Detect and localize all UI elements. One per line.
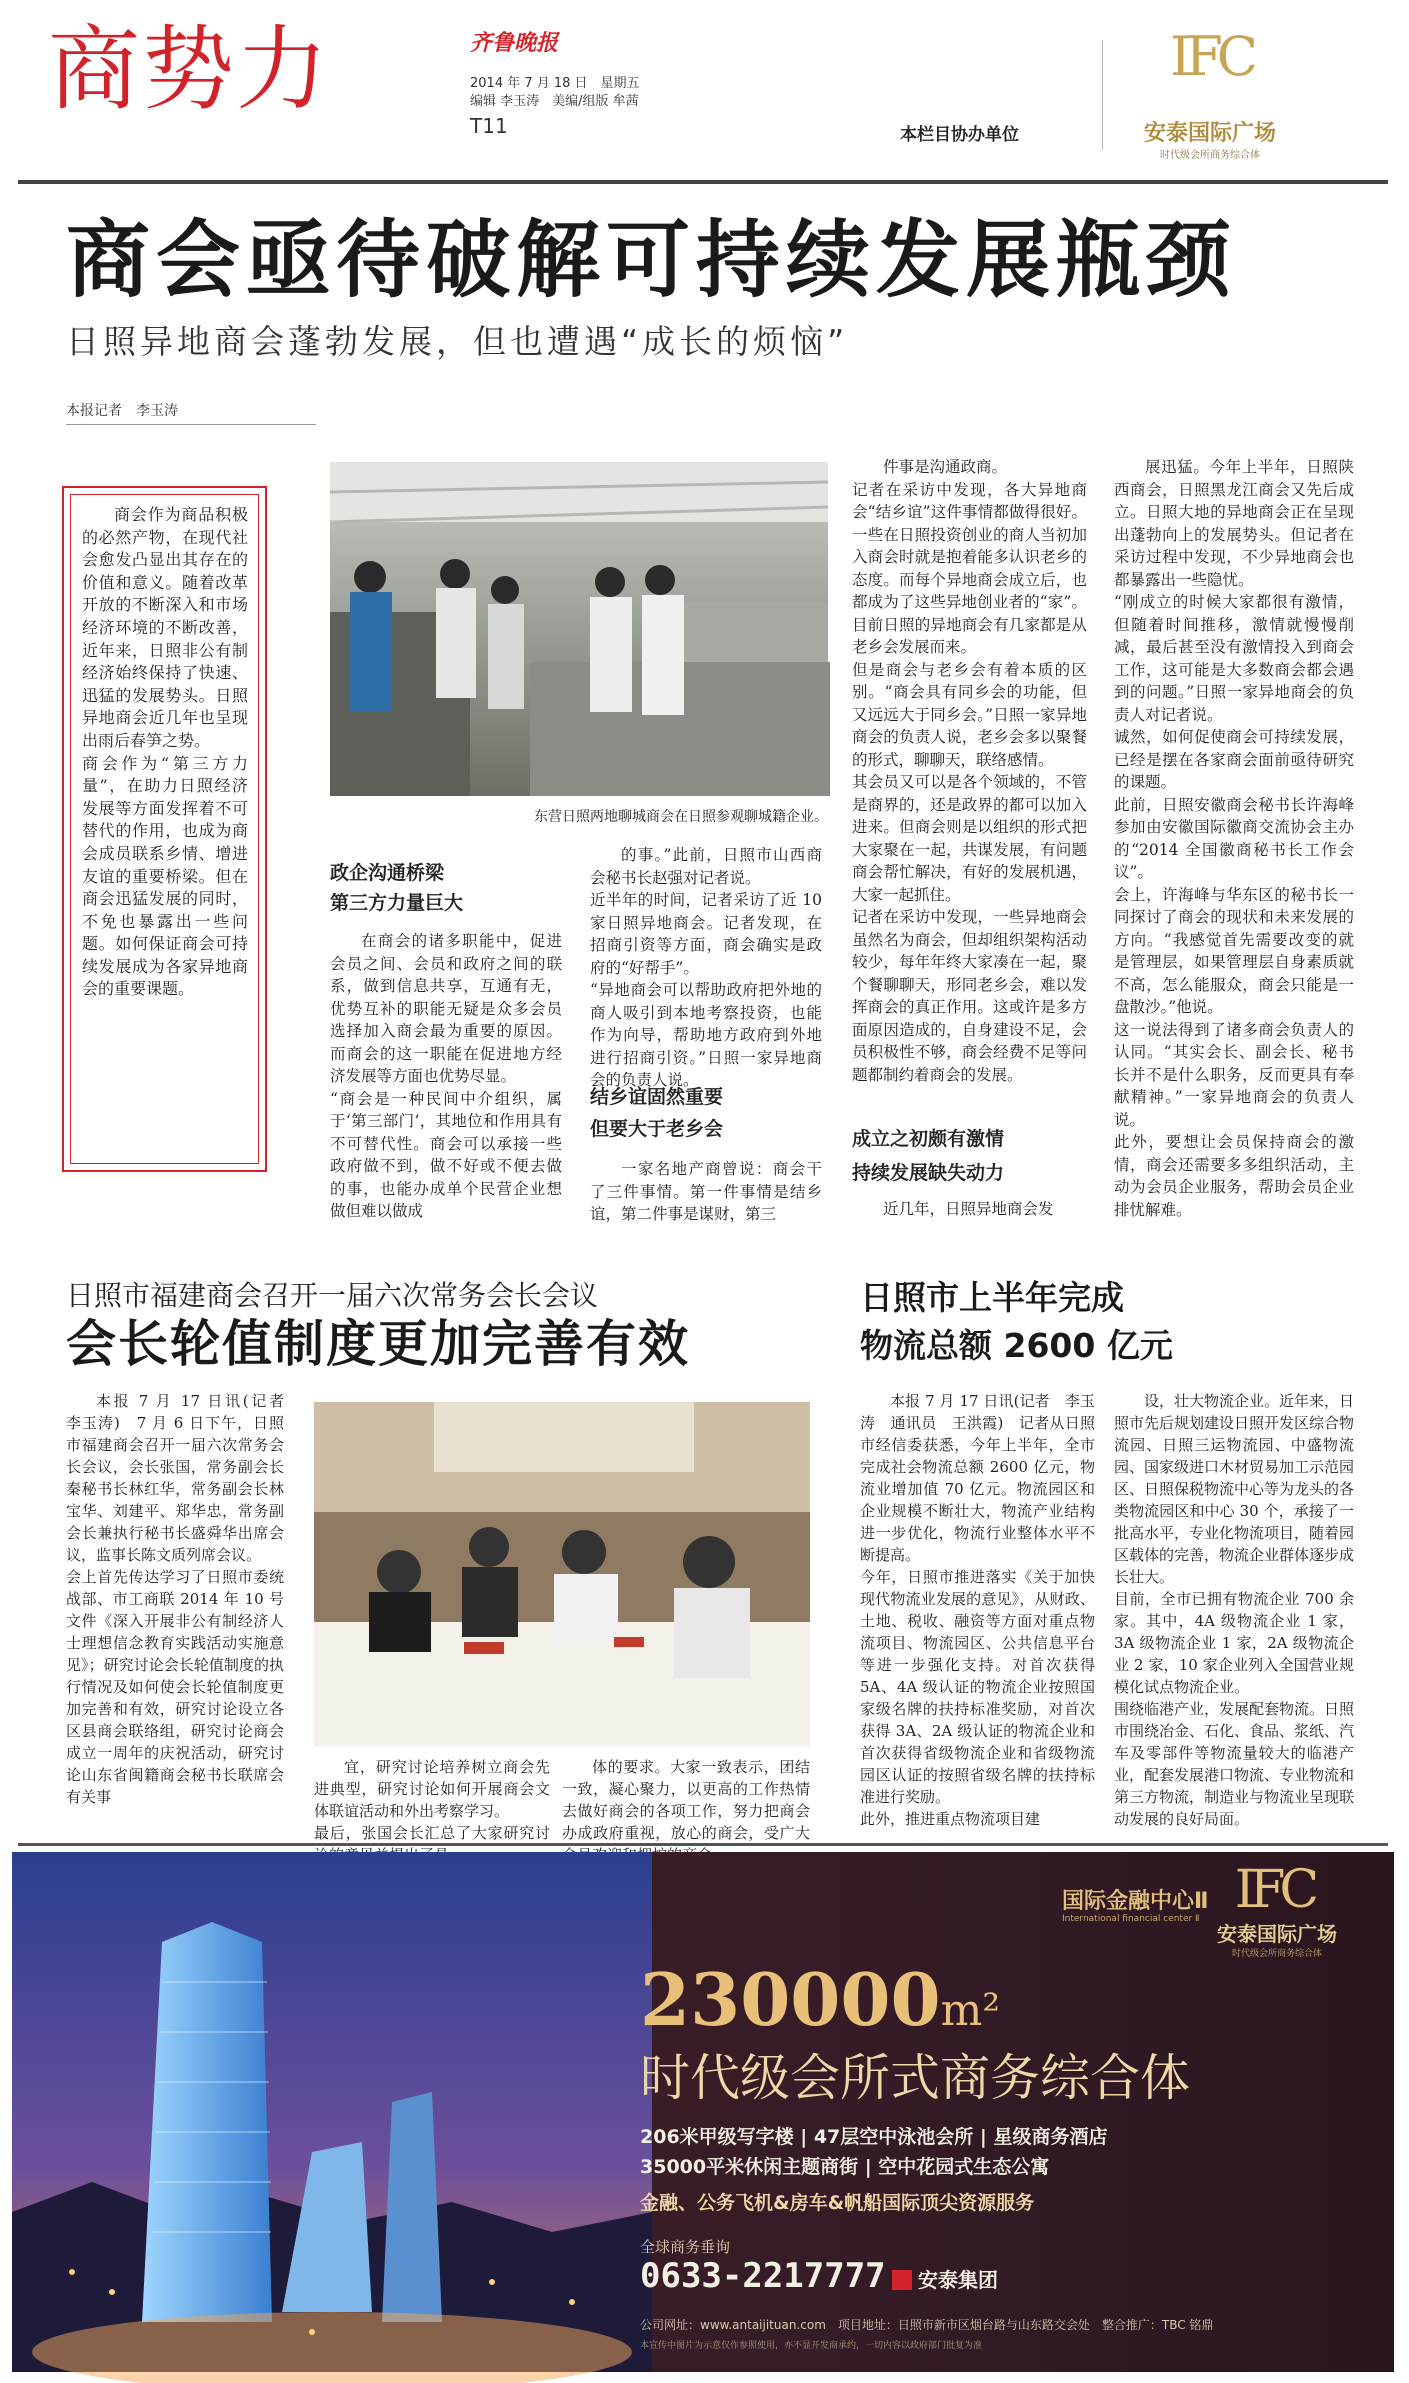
sponsor-logo-mark: IFC	[1170, 25, 1253, 88]
ad-area	[640, 1957, 1000, 2051]
ad-logo-mark: IFC	[1234, 1860, 1314, 1920]
ad-hotline: 0633-2217777	[640, 2256, 886, 2296]
article2-kicker: 日照市福建商会召开一届六次常务会长会议	[66, 1279, 599, 1312]
ad-area-number: 230000	[640, 1957, 941, 2042]
article2-colB: 宜，研究讨论培养树立商会先进典型，研究讨论如何开展商会文体联谊活动和外出考察学习。 最后，张国会长汇总了大家研究讨	[314, 1758, 550, 1842]
lead-col4: 展迅猛。今年上半年，日照陕西商会，日照黑龙江商会又先后成立。日照大地的异地商会正在呈现出蓬勃向上的发展势头。但记者在采访过程中发现，不少异地商会也都暴露出一些隐忧。 “刚成立的时候大家都很有激情，但随着时间推移，激情就慢慢削减，最后甚至没有激情投入到商会工作，这可能是大多数商会都会遇到的问题。”日照一家异地商会的负责人对记者说。 诚然，如何促使商会可持续发展，已经是摆在各家商会面前亟待研究的课题。 此前，日照安徽商会秘书长许海峰参加由安徽国际徽商交流协会主办的“2014 全国徽商秘书长工作会议”。 会上，许海峰与华东区的秘书长一同探讨了商会的现状和未来发展的方向。“我感觉首先需要改变的就是管理层，如果管理层自身素质就不高，怎么能服众，商会只能是一盘散沙。”他说。 这一说法得到了诸多商会负责人的认同。“其实会长、副会长、秘书长并不是什么职务，反而更具有奉献精神。”一家异地商会的负责人说。 此外，要想让会员保持商会的激情，商会还需要多多组织活动，主动为会员企业服务，帮助会员企业排忧解难。	[1114, 458, 1354, 1219]
ad-feature3: 金融、公务飞机&房车&帆船国际顶尖资源服务	[640, 2192, 1035, 2214]
byline-underline	[66, 424, 316, 425]
lead-col3: 件事是沟通政商。 记者在采访中发现，各大异地商会“结乡谊”这件事情都做得很好。一些在日照投资创业的商人当初加入商会时就是抱着能多认识老乡的态度。而每个异地商会成立后，也都成为了这些异地创业者的“家”。目前日照的异地商会有几家都是从老乡会发展而来。 但是商会与老乡会有着本质的区别。“商会具有同乡会的功能，但又远远大于同乡会。”日照一家异地商会的负责人说，老乡会多以聚餐的形式，聊聊天，联络感情。 其会员又可以是各个领域的，不管是商界的，还是政界的都可以加入进来。但商会则是以组织的形式把大家聚在一起，共谋发展，有问题商会帮忙解决，有好的发展机遇，大家一起抓住。 记者在采访中发现，一些异地商会虽然名为商会，但却组织架构活动较少，每年年终大家凑在一起，聚个餐聊聊天，形同老乡会，难以发挥商会的真正作用。这或许是多方面原因造成的，自身建设不足，会员积极性不够，商会经费不足等问题都制约着商会的发展。	[852, 458, 1087, 1084]
lead-photo-caption: 东营日照两地聊城商会在日照参观聊城籍企业。	[534, 809, 828, 825]
ad-logo-sub: 时代级会所商务综合体	[1231, 1949, 1322, 1959]
article2-photo	[314, 1402, 810, 1746]
ad-banner	[12, 1852, 1394, 2372]
ad-skyline-image	[12, 1852, 652, 2372]
article2-colC: 体的要求。大家一致表示，团结一致，凝心聚力，以更高的工作热情去做好商会的各项工作，努力把商会办成政府重视，放心的商会，受广大	[562, 1758, 810, 1842]
sponsor-name: 安泰国际广场	[1143, 121, 1276, 146]
lead-photo	[330, 462, 828, 796]
ad-feature2: 35000平米休闲主题商街 | 空中花园式生态公寓	[640, 2156, 1050, 2178]
group-logo-icon	[892, 2270, 912, 2290]
editors-line: 编辑 李玉涛 美编/组版 牟茜	[470, 94, 639, 109]
date-line: 2014 年 7 月 18 日 星期五	[470, 76, 640, 91]
page-number: T11	[470, 114, 508, 138]
lead-col3b: 近几年，日照异地商会发	[883, 1200, 1054, 1218]
ad-badge-en: International financial center Ⅱ	[1062, 1914, 1200, 1924]
ad-logo-name: 安泰国际广场	[1217, 1922, 1337, 1946]
sponsor-divider	[1102, 40, 1103, 150]
lead-sub1a: 政企沟通桥梁	[330, 862, 445, 884]
ad-group	[892, 2264, 998, 2293]
ad-badge-text: 国际金融中心Ⅱ	[1062, 1889, 1209, 1914]
ad-footer: 公司网址：www.antaijituan.com 项目地址：日照市新市区烟台路与山东路交会处 整合推广：TBC 铭鼎	[640, 2318, 1214, 2332]
sponsor-tagline: 时代级会所商务综合体	[1160, 150, 1260, 161]
lead-col2: 的事。”此前，日照市山西商会秘书长赵强对记者说。 近半年的时间，记者采访了近 10 家日照异地商会。记者发现，在招商引资等方面，商会确实是政府的“好帮手”。 “异地商会可以帮助政府把外地的商人吸引到本地考察投资，也能作为向导，帮助地方政府到外地进行招商引资。”日照一家异地商会的负责人说。	[590, 846, 822, 1089]
article2-colA: 本报 7 月 17 日讯(记者 李玉涛) 7 月 6 日下午，日照市福建商会召开一届六次常务会长会议，会长张国，常务副会长秦秘书长林红华，常务副会长林宝华、刘建平、郑华忠，常务副会长兼执行秘书长盛舜华出席会议，监事长陈文质列席会议。 会上首先传达学习了日照市委统战部、市工商联 2014 年 10 号文件《深入开展非公有制经济人士理想信念教育实践活动实施意见》；研究讨论会长轮值制度的执行情况及如何使会长轮值制度更加完善和有效，研究讨论设立各区县商会联络组，研究讨论商会成立一周年的庆祝活动，研究讨论山东省闽籍商会秘书长联席会有关事	[66, 1392, 284, 1806]
article3-colA: 本报 7 月 17 日讯(记者 李玉涛 通讯员 王洪霞) 记者从日照市经信委获悉，今年上半年，全市完成社会物流总额 2600 亿元，物流业增加值 70 亿元。物流园区和企业规模不断壮大，物流产业结构进一步优化，物流行业整体水平不断提高。 今年，日照市推进落实《关于加快现代物流业发展的意见》，从财政、土地、税收、融资等方面对重点物流项目、物流园区、公共信息平台等进一步强化支持。对首次获得 5A、4A 级认证的物流企业按照国家级名牌的扶持标准奖励，对首次获得 3A、2A 级认证的物流企业和首次获得省级物流企业和省级物流园区认证的按照省级名牌的扶持标准进行奖励。 此外，推进重点物流项目建	[860, 1392, 1095, 1828]
ad-hotline-label: 全球商务垂询	[640, 2238, 731, 2256]
content-bottom-rule	[18, 1843, 1388, 1846]
lead-summary: 商会作为商品积极的必然产物，在现代社会愈发凸显出其存在的价值和意义。随着改革开放的不断深入和市场经济环境的不断改善，近年来，日照非公有制经济始终保持了快速、迅猛的发展势头。日照异地商会近几年也呈现出雨后春笋之势。 商会作为“第三方力量”，在助力日照经济发展等方面发挥着不可替代的作用，也成为商会成员联系乡情、增进友谊的重要桥梁。但在商会迅猛发展的同时，不免也暴露出一些问题。如何保证商会可持续发展成为各家异地商会的重要课题。	[82, 505, 248, 999]
article3-headline-1: 日照市上半年完成	[860, 1278, 1124, 1317]
ad-group-name: 安泰集团	[918, 2268, 998, 2292]
paper-logo: 齐鲁晚报	[470, 30, 559, 56]
ad-badge	[1062, 1884, 1209, 1915]
lead-subheadline: 日照异地商会蓬勃发展，但也遭遇“成长的烦恼”	[66, 322, 849, 361]
lead-sub2b: 但要大于老乡会	[590, 1118, 724, 1140]
lead-sub3b: 持续发展缺失动力	[852, 1162, 1005, 1184]
lead-byline: 本报记者 李玉涛	[66, 403, 178, 419]
lead-headline: 商会亟待破解可持续发展瓶颈	[66, 211, 1237, 309]
masthead-rule	[18, 180, 1388, 184]
lead-sub3a: 成立之初颇有激情	[852, 1128, 1005, 1150]
lead-col2b: 一家名地产商曾说：商会干了三件事情。第一件事情是结乡谊，第二件事是谋财，第三	[590, 1160, 822, 1223]
lead-sub1b: 第三方力量巨大	[330, 892, 464, 914]
ad-disclaimer: 本宣传中图片为示意仅作参照使用，亦不显开发商承约，一切内容以政府部门批复为准	[640, 2341, 983, 2351]
lead-col1: 在商会的诸多职能中，促进会员之间、会员和政府之间的联系，做到信息共享，互通有无，优势互补的职能无疑是众多会员选择加入商会最为重要的原因。而商会的这一职能在促进地方经济发展等方面也优势尽显。 “商会是一种民间中介组织，属于‘第三部门’，其地位和作用具有不可替代性。商会可以承接一些政府做不到，做不好或不便去做的事，也能办成单个民营企业想做但难以做成	[330, 932, 562, 1220]
article3-colB: 设，壮大物流企业。近年来，日照市先后规划建设日照开发区综合物流园、日照三运物流园、中盛物流园、国家级进口木材贸易加工示范园区、日照保税物流中心等为龙头的各类物流园区和中心 30 个，承接了一批高水平，专业化物流项目，随着园区载体的完善，物流企业群体逐步成长壮大。 目前，全市已拥有物流企业 700 余家。其中，4A 级物流企业 1 家，3A 级物流企业 1 家，2A 级物流企业 2 家，10 家企业列入全国营业规模化试点物流企业。 围绕临港产业，发展配套物流。日照市围绕冶金、石化、食品、浆纸、汽车及零部件等物流量较大的临港产业，配套发展港口物流、专业物流和第三方物流，制造业与物流业呈现联动发展的良好局面。	[1114, 1392, 1355, 1828]
ad-area-unit: m²	[940, 1985, 1000, 2036]
ad-feature1: 206米甲级写字楼 | 47层空中泳池会所 | 星级商务酒店	[640, 2126, 1108, 2148]
sponsor-note: 本栏目协办单位	[900, 125, 1019, 145]
article3-headline-2: 物流总额 2600 亿元	[860, 1326, 1173, 1365]
lead-sub2a: 结乡谊固然重要	[590, 1086, 724, 1108]
ad-slogan: 时代级会所式商务综合体	[640, 2049, 1190, 2107]
article2-headline: 会长轮值制度更加完善有效	[66, 1315, 690, 1373]
section-title: 商势力	[48, 16, 331, 123]
